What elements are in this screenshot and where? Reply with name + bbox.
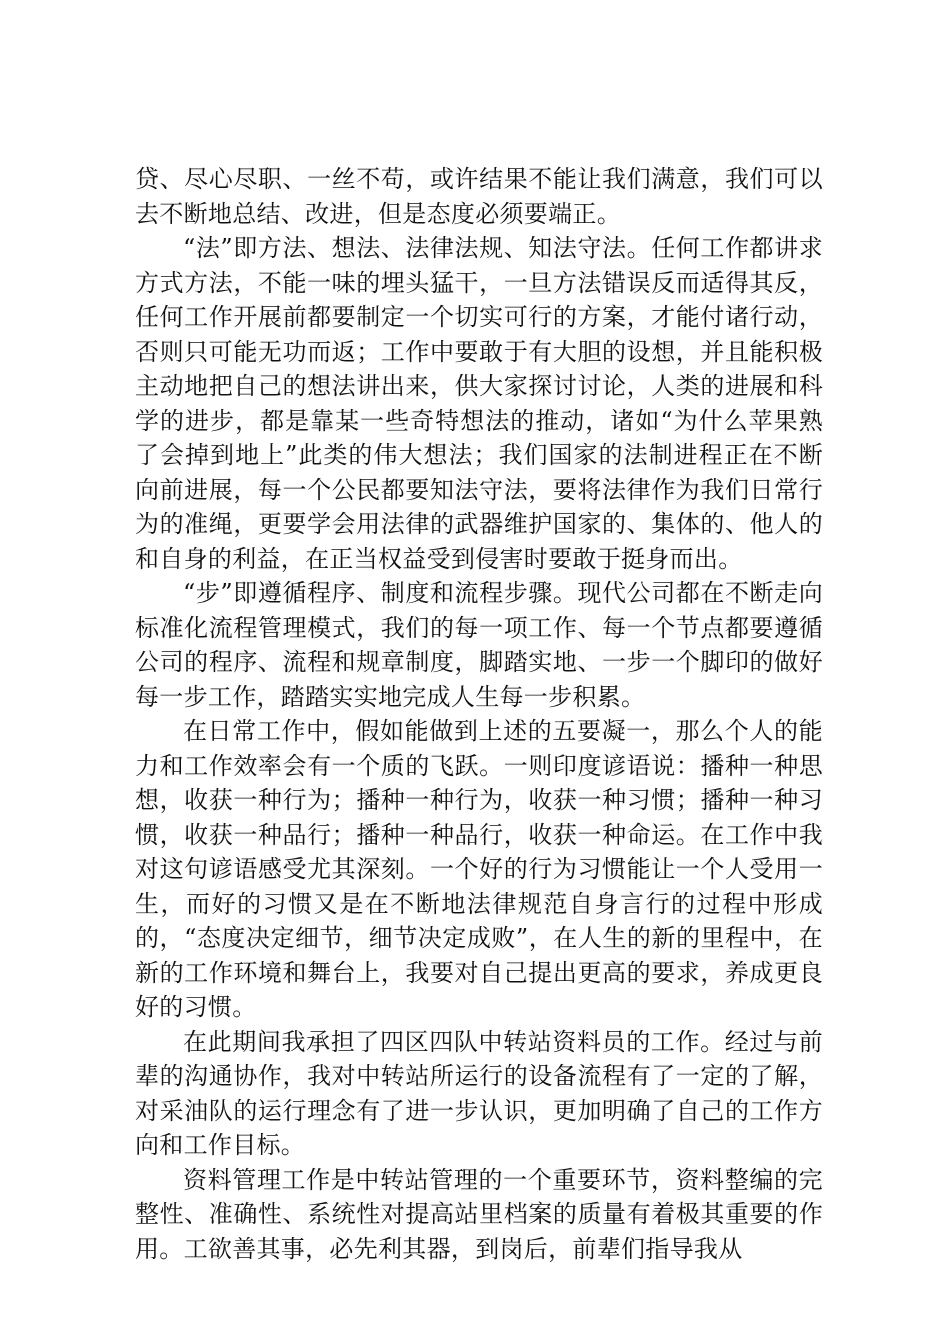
- paragraph-daily-work: 在日常工作中，假如能做到上述的五要凝一，那么个人的能力和工作效率会有一个质的飞跃。一则印度谚语说：播种一种思想，收获一种行为；播种一种行为，收获一种习惯；播种一种习惯，收获一种品行；播种一种品行，收获一种命运。在工作中我对这句谚语感受尤其深刻。一个好的行为习惯能让一个人受用一生，而好的习惯又是在不断地法律规范自身言行的过程中形成的，“态度决定细节，细节决定成败”，在人生的新的里程中，在新的工作环境和舞台上，我要对自己提出更高的要求，养成更良好的习惯。: [135, 717, 823, 1021]
- paragraph-transfer-station: 在此期间我承担了四区四队中转站资料员的工作。经过与前辈的沟通协作，我对中转站所运行的设备流程有了一定的了解，对采油队的运行理念有了进一步认识，更加明确了自己的工作方向和工作目标。: [135, 1027, 823, 1159]
- paragraph-bu-procedure: “步”即遵循程序、制度和流程步骤。现代公司都在不断走向标准化流程管理模式，我们的每一项工作、每一个节点都要遵循公司的程序、流程和规章制度，脚踏实地、一步一个脚印的做好每一步工作，踏踏实实地完成人生每一步积累。: [135, 579, 823, 711]
- paragraph-fa-method: “法”即方法、想法、法律法规、知法守法。任何工作都讲求方式方法，不能一味的埋头猛干，一旦方法错误反而适得其反，任何工作开展前都要制定一个切实可行的方案，才能付诸行动，否则只可能无功而返；工作中要敢于有大胆的设想，并且能积极主动地把自己的想法讲出来，供大家探讨讨论，人类的进展和科学的进步，都是靠某一些奇特想法的推动，诸如“为什么苹果熟了会掉到地上”此类的伟大想法；我们国家的法制进程正在不断向前进展，每一个公民都要知法守法，要将法律作为我们日常行为的准绳，更要学会用法律的武器维护国家的、集体的、他人的和自身的利益，在正当权益受到侵害时要敢于挺身而出。: [135, 234, 823, 573]
- paragraph-continuation: 贷、尽心尽职、一丝不苟，或许结果不能让我们满意，我们可以去不断地总结、改进，但是态度必须要端正。: [135, 165, 823, 228]
- paragraph-data-management: 资料管理工作是中转站管理的一个重要环节，资料整编的完整性、准确性、系统性对提高站里档案的质量有着极其重要的作用。工欲善其事，必先利其器，到岗后，前辈们指导我从: [135, 1165, 823, 1263]
- document-body: [135, 162, 823, 1266]
